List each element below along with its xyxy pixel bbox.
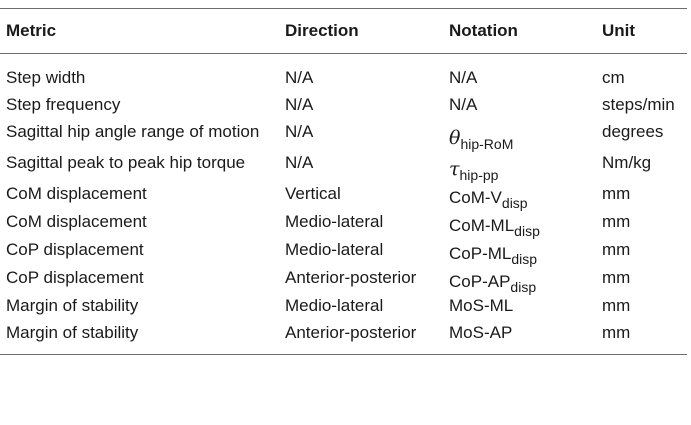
cell-notation [443,118,596,152]
metrics-table [0,8,687,355]
header-row [0,9,687,54]
cell-unit: cm [602,68,625,87]
cell-metric: Sagittal hip angle range of motion [6,122,260,141]
cell-notation [443,149,596,183]
notation-main: MoS-AP [449,323,513,342]
notation-subscript: hip-pp [459,167,499,183]
cell-metric: CoP displacement [6,268,144,287]
cell-unit: steps/min [602,95,675,114]
table-row [0,292,687,319]
header-unit: Unit [596,9,687,54]
header-notation: Notation [443,9,596,54]
cell-direction: N/A [285,68,314,87]
table-row [0,91,687,118]
cell-unit: degrees [602,122,664,141]
cell-direction: Vertical [285,184,341,203]
cell-unit: mm [602,240,631,259]
cell-metric: CoP displacement [6,240,144,259]
table-row [0,149,687,180]
cell-metric: CoM displacement [6,212,147,231]
notation-subscript: hip-RoM [460,136,514,152]
cell-unit: mm [596,319,687,355]
cell-unit: mm [602,184,631,203]
notation-main: CoP-AP [449,272,511,291]
cell-metric: Margin of stability [0,319,279,355]
cell-direction: N/A [285,153,314,172]
cell-notation [443,91,596,118]
cell-metric: Step frequency [6,95,121,114]
notation-symbol-tau: τ [449,158,460,180]
cell-direction: Medio-lateral [285,296,384,315]
cell-direction: Medio-lateral [285,212,384,231]
cell-metric: Step width [6,68,86,87]
metrics-table-container [0,8,687,355]
cell-direction: N/A [285,95,314,114]
notation-subscript: disp [514,223,540,239]
table-row [0,54,687,92]
cell-unit: mm [602,296,631,315]
cell-direction: Anterior-posterior [285,268,417,287]
cell-unit: mm [602,212,631,231]
cell-unit: mm [602,268,631,287]
cell-notation [443,319,596,355]
table-row [0,236,687,264]
table-row [0,180,687,208]
notation-subscript: disp [510,279,537,295]
notation-subscript: disp [511,251,538,267]
table-row [0,264,687,292]
cell-notation [443,208,596,239]
cell-metric: Margin of stability [6,296,139,315]
notation-main: MoS-ML [449,296,514,315]
notation-main: N/A [449,68,478,87]
notation-main: CoM-V [449,188,502,207]
table-row [0,208,687,236]
header-metric: Metric [0,9,279,54]
notation-main: N/A [449,95,478,114]
notation-main: CoM-ML [449,216,515,235]
table-row [0,319,687,355]
cell-metric: Sagittal peak to peak hip torque [6,153,246,172]
header-direction: Direction [279,9,443,54]
notation-subscript: disp [501,195,528,211]
cell-unit: Nm/kg [602,153,652,172]
notation-symbol-theta: θ [449,127,461,149]
notation-main: CoP-ML [449,244,512,263]
cell-notation [443,292,596,319]
table-row [0,118,687,149]
cell-direction: Anterior-posterior [279,319,443,355]
cell-notation [443,264,596,295]
cell-metric: CoM displacement [6,184,147,203]
cell-direction: N/A [285,122,314,141]
cell-notation [443,180,596,211]
cell-notation [443,236,596,267]
cell-notation [443,54,596,92]
cell-direction: Medio-lateral [285,240,384,259]
